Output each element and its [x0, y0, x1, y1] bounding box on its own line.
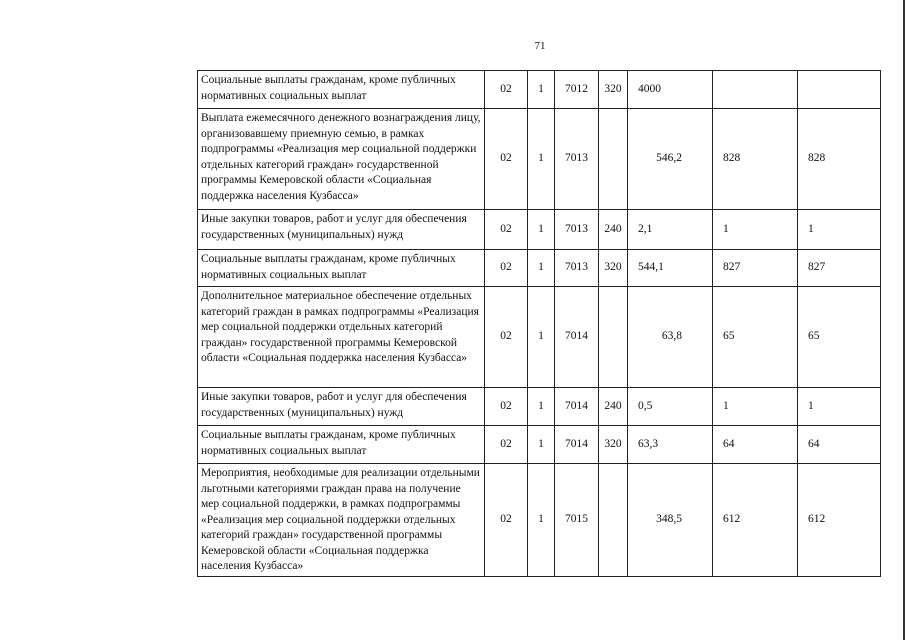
cell-name: Иные закупки товаров, работ и услуг для обеспечения государственных (муниципальных) нужд — [198, 210, 485, 250]
cell-target: 7013 — [555, 109, 599, 210]
cell-target: 7015 — [555, 464, 599, 577]
cell-type — [599, 464, 628, 577]
cell-value-3: 64 — [798, 426, 881, 464]
cell-subsection: 1 — [528, 426, 555, 464]
cell-section: 02 — [485, 388, 528, 426]
page-number: 71 — [534, 40, 546, 52]
cell-name: Социальные выплаты гражданам, кроме публичных нормативных социальных выплат — [198, 426, 485, 464]
cell-value-2: 1 — [713, 210, 798, 250]
cell-value-3: 1 — [798, 388, 881, 426]
cell-value-1: 546,2 — [628, 109, 713, 210]
cell-value-3 — [798, 71, 881, 109]
table-row — [198, 287, 881, 388]
cell-section: 02 — [485, 250, 528, 287]
cell-name: Иные закупки товаров, работ и услуг для обеспечения государственных (муниципальных) нужд — [198, 388, 485, 426]
cell-value-1: 0,5 — [628, 388, 713, 426]
cell-section: 02 — [485, 426, 528, 464]
cell-type: 320 — [599, 71, 628, 109]
cell-type: 240 — [599, 388, 628, 426]
cell-value-1: 4000 — [628, 71, 713, 109]
cell-section: 02 — [485, 71, 528, 109]
table-row — [198, 464, 881, 577]
cell-value-1: 2,1 — [628, 210, 713, 250]
cell-type — [599, 109, 628, 210]
cell-value-3: 612 — [798, 464, 881, 577]
cell-type: 320 — [599, 426, 628, 464]
cell-name: Мероприятия, необходимые для реализации отдельными льготными категориями граждан права на получение мер социальной поддержки, в рамках подпрограммы «Реализация мер социальной поддержки отдельных категорий граждан» государственной программы Кемеровской области «Социальная поддержка населения Кузбасса» — [198, 464, 485, 577]
cell-target: 7014 — [555, 426, 599, 464]
cell-value-3: 65 — [798, 287, 881, 388]
cell-target: 7013 — [555, 250, 599, 287]
table-row — [198, 109, 881, 210]
cell-section: 02 — [485, 287, 528, 388]
cell-name: Выплата ежемесячного денежного вознаграждения лицу, организовавшему приемную семью, в рамках подпрограммы «Реализация мер социальной поддержки отдельных категорий граждан» государственной программы Кемеровской области «Социальная поддержка населения Кузбасса» — [198, 109, 485, 210]
cell-target: 7013 — [555, 210, 599, 250]
cell-value-3: 1 — [798, 210, 881, 250]
table-row — [198, 210, 881, 250]
cell-name: Социальные выплаты гражданам, кроме публичных нормативных социальных выплат — [198, 71, 485, 109]
cell-subsection: 1 — [528, 388, 555, 426]
cell-subsection: 1 — [528, 287, 555, 388]
cell-section: 02 — [485, 210, 528, 250]
cell-value-2 — [713, 71, 798, 109]
cell-value-2: 828 — [713, 109, 798, 210]
budget-table — [197, 70, 881, 577]
cell-subsection: 1 — [528, 250, 555, 287]
table-row — [198, 71, 881, 109]
cell-target: 7012 — [555, 71, 599, 109]
cell-section: 02 — [485, 109, 528, 210]
cell-value-1: 63,3 — [628, 426, 713, 464]
cell-value-2: 65 — [713, 287, 798, 388]
cell-value-3: 827 — [798, 250, 881, 287]
cell-subsection: 1 — [528, 210, 555, 250]
cell-subsection: 1 — [528, 109, 555, 210]
cell-name: Социальные выплаты гражданам, кроме публичных нормативных социальных выплат — [198, 250, 485, 287]
cell-type — [599, 287, 628, 388]
cell-value-1: 63,8 — [628, 287, 713, 388]
cell-value-3: 828 — [798, 109, 881, 210]
cell-type: 320 — [599, 250, 628, 287]
cell-value-2: 1 — [713, 388, 798, 426]
cell-value-2: 64 — [713, 426, 798, 464]
table-row — [198, 426, 881, 464]
cell-section: 02 — [485, 464, 528, 577]
table-row — [198, 388, 881, 426]
cell-value-1: 544,1 — [628, 250, 713, 287]
cell-name: Дополнительное материальное обеспечение отдельных категорий граждан в рамках подпрограммы «Реализация мер социальной поддержки отдельных категорий граждан» государственной программы Кемеровской области «Социальная поддержка населения Кузбасса» — [198, 287, 485, 388]
cell-target: 7014 — [555, 287, 599, 388]
cell-value-1: 348,5 — [628, 464, 713, 577]
cell-subsection: 1 — [528, 464, 555, 577]
cell-value-2: 827 — [713, 250, 798, 287]
cell-type: 240 — [599, 210, 628, 250]
cell-value-2: 612 — [713, 464, 798, 577]
cell-subsection: 1 — [528, 71, 555, 109]
cell-target: 7014 — [555, 388, 599, 426]
table-row — [198, 250, 881, 287]
